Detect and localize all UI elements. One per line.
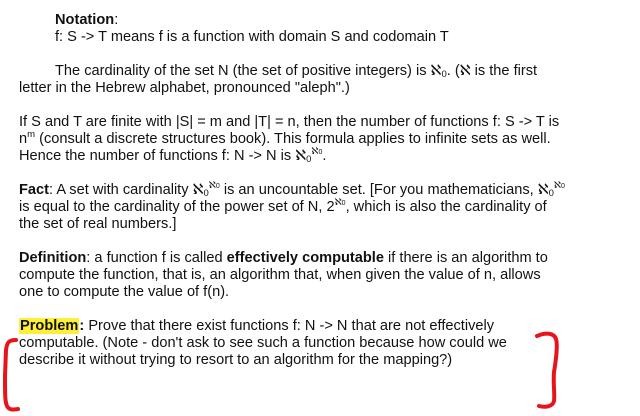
effectively-computable-term: effectively computable: [226, 250, 384, 266]
notation-section: Notation: f: S -> T means f is a function with domain S and codomain T: [19, 12, 631, 46]
finite-sets-paragraph: If S and T are finite with |S| = m and |T| = n, then the number of functions f: S -> T is $n^m$ (consult a discrete structures book). This formula applies to infinite sets as well. Hence the number of functions f: N -> N is ℵ$_0^{ℵ0}$.: [19, 114, 560, 165]
notation-heading: Notation: [55, 12, 115, 28]
notation-line: f: S -> T means f is a function with domain S and codomain T: [55, 29, 449, 45]
definition-paragraph: Definition: a function f is called effectively computable if there is an algorithm to compute the function, that is, an algorithm that, when given the value of n, allows one to compute the value of f(n).: [19, 250, 548, 300]
fact-label: Fact: [19, 182, 50, 198]
definition-label: Definition: [19, 250, 87, 266]
problem-label: Problem: [20, 318, 79, 334]
problem-paragraph: Problem: Prove that there exist functions f: N -> N that are not effectively computable. (Note - don't ask to see such a function because how could we describe it without trying to resort to an algorithm for the mapping?): [19, 318, 507, 368]
fact-paragraph: Fact: A set with cardinality ℵ$_0^{ℵ0}$ is an uncountable set. [For you mathematicians, ℵ$_0^{ℵ0}$ is equal to the cardinality of the power set of N, $2^{ℵ0}$, which is also the cardinality of the set of real numbers.]: [19, 180, 565, 232]
cardinality-paragraph: The cardinality of the set N (the set of positive integers) is ℵ$_0$. (ℵ is the first letter in the Hebrew alphabet, pronounced "aleph".): [19, 63, 538, 96]
document-body: [19, 12, 631, 369]
